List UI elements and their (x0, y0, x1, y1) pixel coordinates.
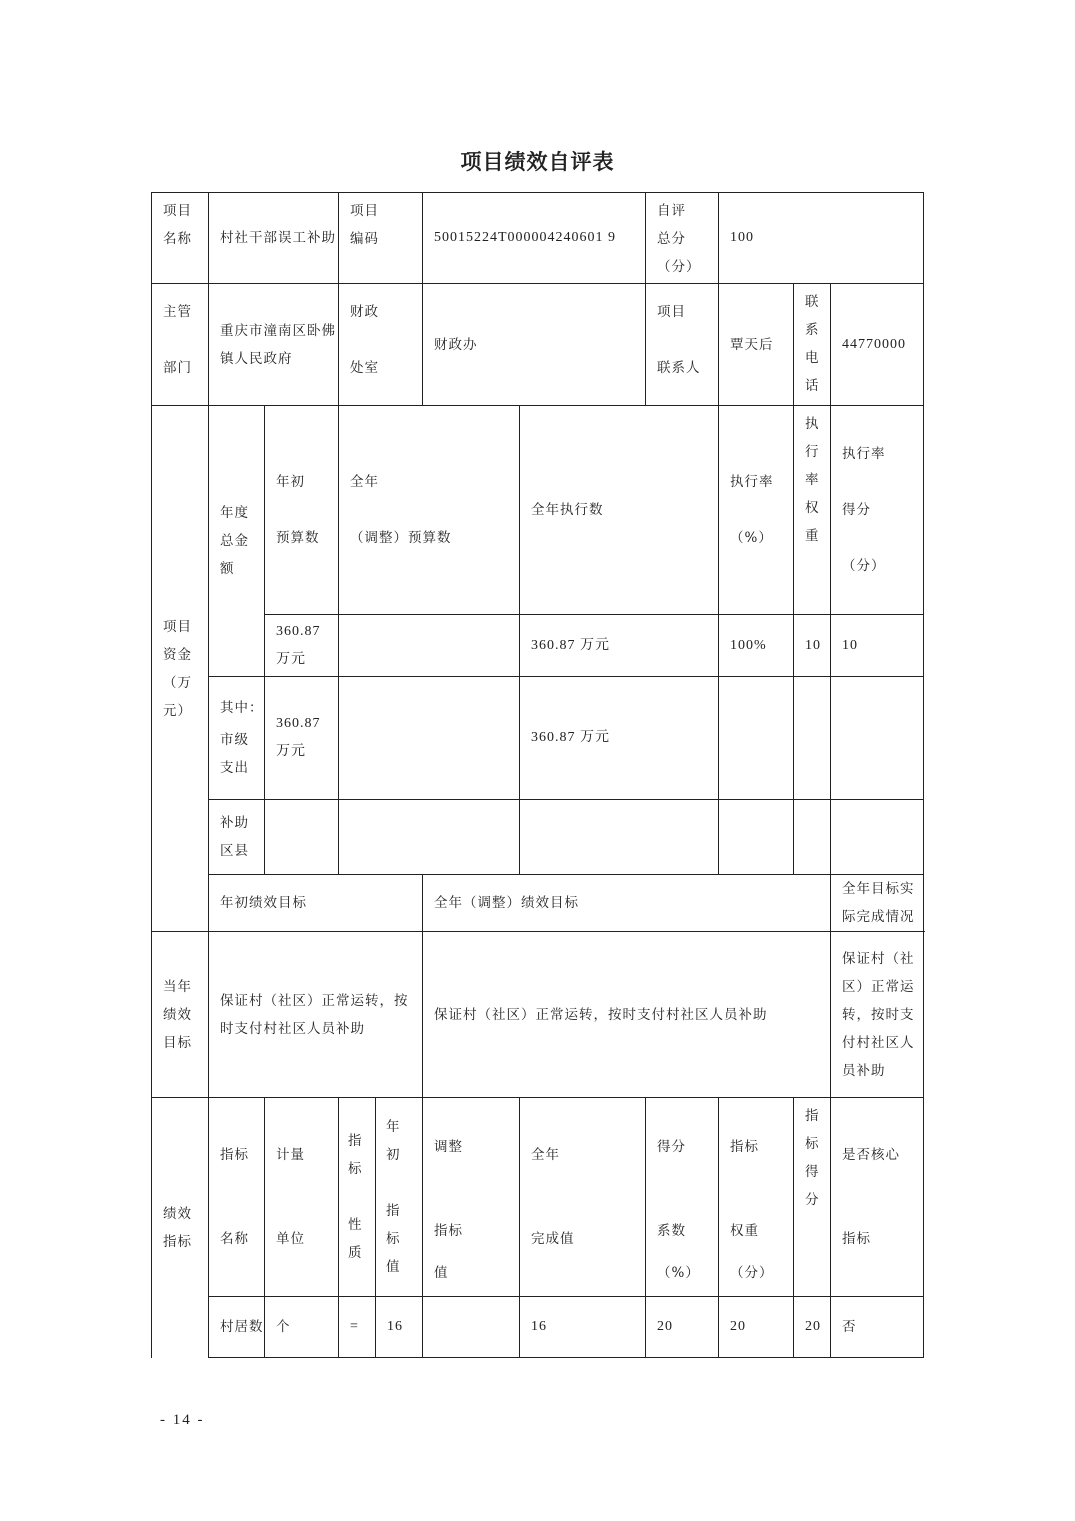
finance-label: 财政 处室 (339, 284, 423, 406)
goal-adjusted-header: 全年（调整）绩效目标 (423, 875, 831, 932)
goal-initial-value: 保证村（社区）正常运转，按时支付村社区人员补助 (209, 932, 423, 1098)
ind-col-nature: 指 标 性 质 (339, 1098, 376, 1297)
total-rate-value: 100% (719, 615, 794, 677)
self-evaluation-table (151, 192, 924, 1358)
ind-row-unit: 个 (265, 1297, 339, 1358)
contact-label: 项目 联系人 (646, 284, 719, 406)
project-code-label: 项目 编码 (339, 193, 423, 284)
city-initial-value: 360.87 万元 (265, 677, 339, 800)
annual-total-label: 年度 总金 额 (209, 406, 265, 677)
finance-value: 财政办 (423, 284, 646, 406)
indicators-section-label: 绩效 指标 (152, 1098, 209, 1358)
ind-row-score: 20 (794, 1297, 831, 1358)
ind-row-nature: = (339, 1297, 376, 1358)
goal-initial-header: 年初绩效目标 (209, 875, 423, 932)
ind-row-actual: 16 (520, 1297, 646, 1358)
self-score-label: 自评 总分 （分） (646, 193, 719, 284)
county-executed-value (520, 800, 719, 875)
ind-row-adjusted (423, 1297, 520, 1358)
goals-section-label: 当年 绩效 目标 (152, 932, 209, 1098)
ind-col-score: 指 标 得 分 (794, 1098, 831, 1297)
page-number: - 14 - (160, 1412, 205, 1428)
col-initial-budget: 年初 预算数 (265, 406, 339, 615)
county-weight-value (794, 800, 831, 875)
city-expense-label: 其中： 市级 支出 (209, 677, 265, 800)
county-rate-value (719, 800, 794, 875)
county-subsidy-label: 补助 区县 (209, 800, 265, 875)
self-score-value: 100 (719, 193, 924, 284)
goal-actual-header: 全年目标实际完成情况 (831, 875, 924, 932)
ind-row-core: 否 (831, 1297, 924, 1358)
total-executed-value: 360.87 万元 (520, 615, 719, 677)
col-execution-rate: 执行率 （%） (719, 406, 794, 615)
city-executed-value: 360.87 万元 (520, 677, 719, 800)
ind-row-weight: 20 (719, 1297, 794, 1358)
total-initial-value: 360.87 万元 (265, 615, 339, 677)
ind-col-initial: 年 初 指 标 值 (376, 1098, 423, 1297)
col-executed: 全年执行数 (520, 406, 719, 615)
phone-label: 联 系 电 话 (794, 284, 831, 406)
city-rate-value (719, 677, 794, 800)
ind-col-name: 指标 名称 (209, 1098, 265, 1297)
city-score-value (831, 677, 924, 800)
total-adjusted-value (339, 615, 520, 677)
ind-col-actual: 全年 完成值 (520, 1098, 646, 1297)
ind-row-coef: 20 (646, 1297, 719, 1358)
phone-value: 44770000 (831, 284, 924, 406)
ind-col-unit: 计量 单位 (265, 1098, 339, 1297)
project-code-value: 50015224T000004240601 9 (423, 193, 646, 284)
col-rate-score: 执行率 得分 （分） (831, 406, 924, 615)
county-adjusted-value (339, 800, 520, 875)
city-adjusted-value (339, 677, 520, 800)
ind-row-name: 村居数 (209, 1297, 265, 1358)
contact-value: 覃天后 (719, 284, 794, 406)
page-title: 项目绩效自评表 (460, 149, 615, 174)
ind-row-initial: 16 (376, 1297, 423, 1358)
ind-col-adjusted: 调整 指标 值 (423, 1098, 520, 1297)
dept-value: 重庆市潼南区卧佛镇人民政府 (209, 284, 339, 406)
county-initial-value (265, 800, 339, 875)
ind-col-core: 是否核心 指标 (831, 1098, 924, 1297)
col-adjusted-budget: 全年 （调整）预算数 (339, 406, 520, 615)
city-weight-value (794, 677, 831, 800)
county-score-value (831, 800, 924, 875)
project-name-value: 村社干部误工补助 (209, 193, 339, 284)
table-row (152, 1297, 924, 1358)
total-weight-value: 10 (794, 615, 831, 677)
col-rate-weight: 执 行 率 权 重 (794, 406, 831, 615)
dept-label: 主管 部门 (152, 284, 209, 406)
ind-col-weight: 指标 权重 （分） (719, 1098, 794, 1297)
goal-adjusted-value: 保证村（社区）正常运转，按时支付村社区人员补助 (423, 932, 831, 1098)
total-score-value: 10 (831, 615, 924, 677)
ind-col-coef: 得分 系数 （%） (646, 1098, 719, 1297)
funds-section-label: 项目 资金 （万 元） (152, 406, 209, 932)
project-name-label: 项目 名称 (152, 193, 209, 284)
goal-actual-value: 保证村（社区）正常运转，按时支付村社区人员补助 (831, 932, 924, 1098)
